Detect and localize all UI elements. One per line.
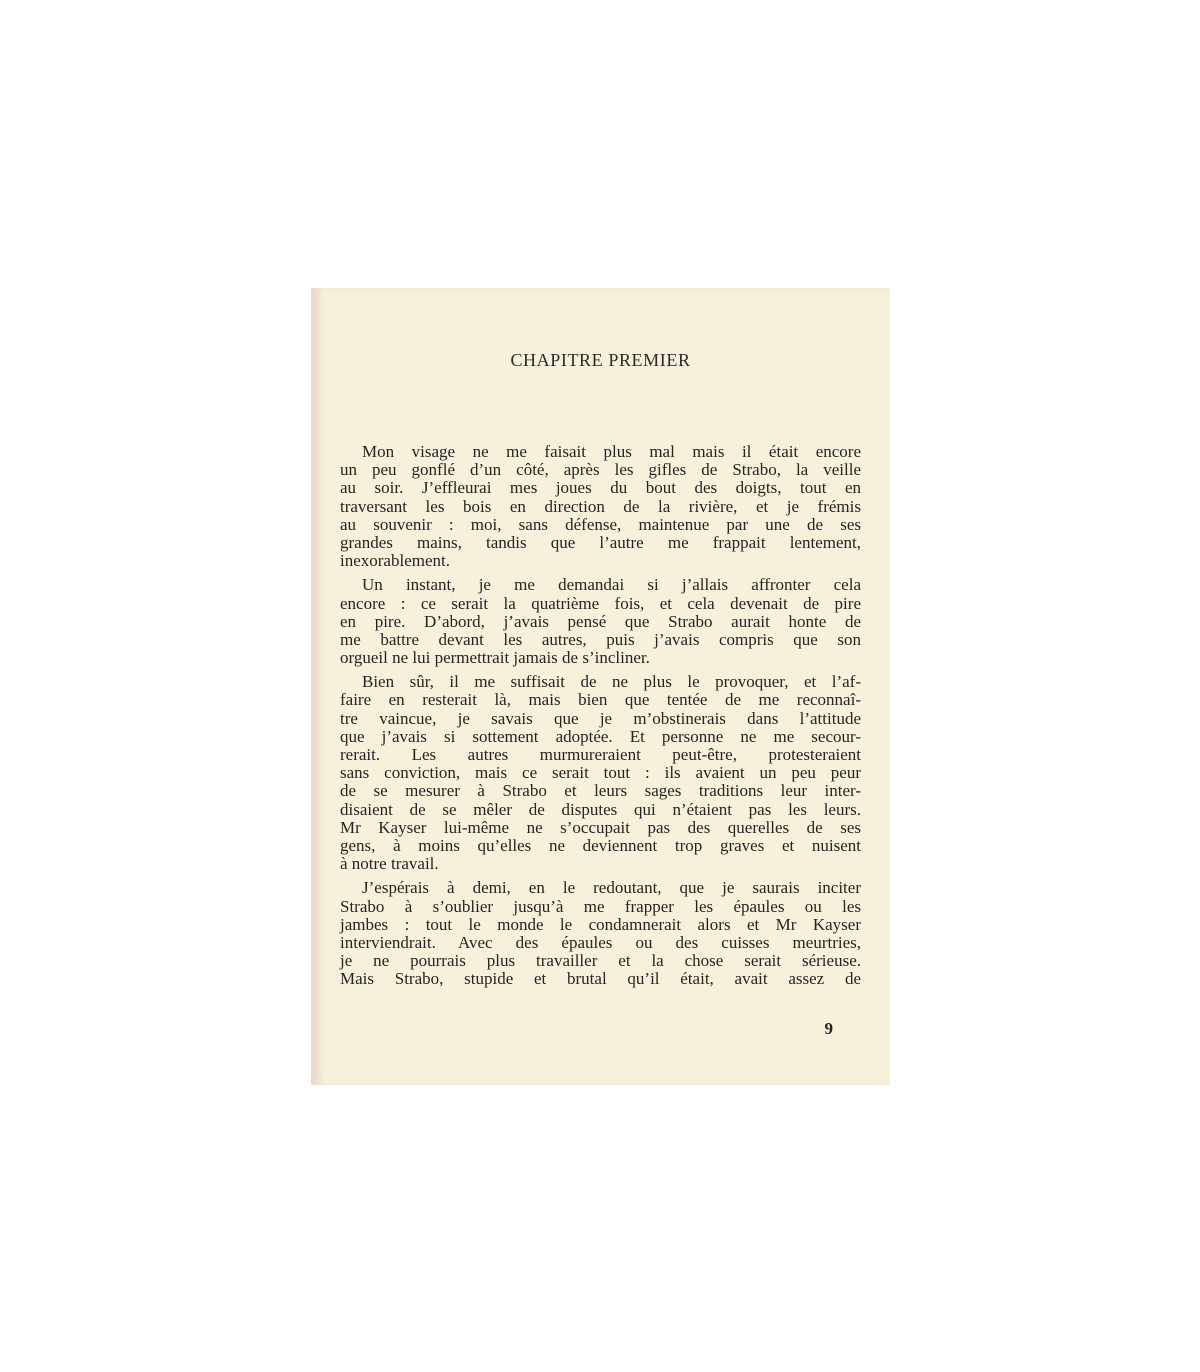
text-line: que j’avais si sottement adoptée. Et personne ne me secour-: [340, 726, 861, 746]
text-line: Mon visage ne me faisait plus mal mais il était encore: [362, 442, 861, 461]
text-line: inexorablement.: [340, 551, 450, 571]
body-text: [340, 443, 861, 994]
paragraph: [340, 879, 861, 988]
text-line: rerait. Les autres murmureraient peut-être, protesteraient: [340, 745, 861, 764]
text-line: interviendrait. Avec des épaules ou des cuisses meurtries,: [340, 932, 861, 952]
text-line: Mr Kayser lui-même ne s’occupait pas des querelles de ses: [340, 817, 861, 837]
text-line: faire en resterait là, mais bien que tentée de me reconnaî-: [340, 690, 861, 710]
text-line: Un instant, je me demandai si j’allais affronter cela: [362, 575, 861, 595]
text-line: encore : ce serait la quatrième fois, et cela devenait de pire: [340, 593, 861, 613]
chapter-title: CHAPITRE PREMIER: [510, 350, 691, 370]
text-line: J’espérais à demi, en le redoutant, que je saurais inciter: [362, 878, 861, 898]
text-line: grandes mains, tandis que l’autre me frappait lentement,: [340, 532, 861, 552]
text-line: orgueil ne lui permettrait jamais de s’incliner.: [340, 648, 650, 668]
text-line: à notre travail.: [340, 854, 439, 874]
text-line: disaient de se mêler de disputes qui n’étaient pas les leurs.: [340, 799, 861, 819]
text-line: de se mesurer à Strabo et leurs sages traditions leur inter-: [340, 781, 861, 801]
text-line: traversant les bois en direction de la rivière, et je frémis: [340, 496, 861, 516]
book-page: [311, 288, 890, 1085]
text-line: tre vaincue, je savais que je m’obstinerais dans l’attitude: [340, 708, 861, 728]
page-number: 9: [824, 1019, 833, 1038]
text-line: au soir. J’effleurai mes joues du bout des doigts, tout en: [340, 478, 861, 498]
text-line: gens, à moins qu’elles ne deviennent trop graves et nuisent: [340, 835, 861, 855]
text-line: je ne pourrais plus travailler et la chose serait sérieuse.: [340, 951, 861, 971]
paragraph: [340, 576, 861, 667]
text-line: jambes : tout le monde le condamnerait alors et Mr Kayser: [340, 914, 861, 934]
text-line: un peu gonflé d’un côté, après les gifles de Strabo, la veille: [340, 460, 861, 480]
text-line: Bien sûr, il me suffisait de ne plus le provoquer, et l’af-: [362, 672, 861, 692]
text-line: sans conviction, mais ce serait tout : ils avaient un peu peur: [340, 763, 861, 783]
text-line: au souvenir : moi, sans défense, maintenue par une de ses: [340, 514, 861, 534]
paragraph: [340, 443, 861, 570]
text-line: en pire. D’abord, j’avais pensé que Strabo aurait honte de: [340, 611, 861, 631]
text-line: me battre devant les autres, puis j’avais compris que son: [340, 629, 861, 649]
text-line: Mais Strabo, stupide et brutal qu’il était, avait assez de: [340, 969, 861, 989]
text-line: Strabo à s’oublier jusqu’à me frapper les épaules ou les: [340, 896, 861, 916]
paragraph: [340, 673, 861, 873]
